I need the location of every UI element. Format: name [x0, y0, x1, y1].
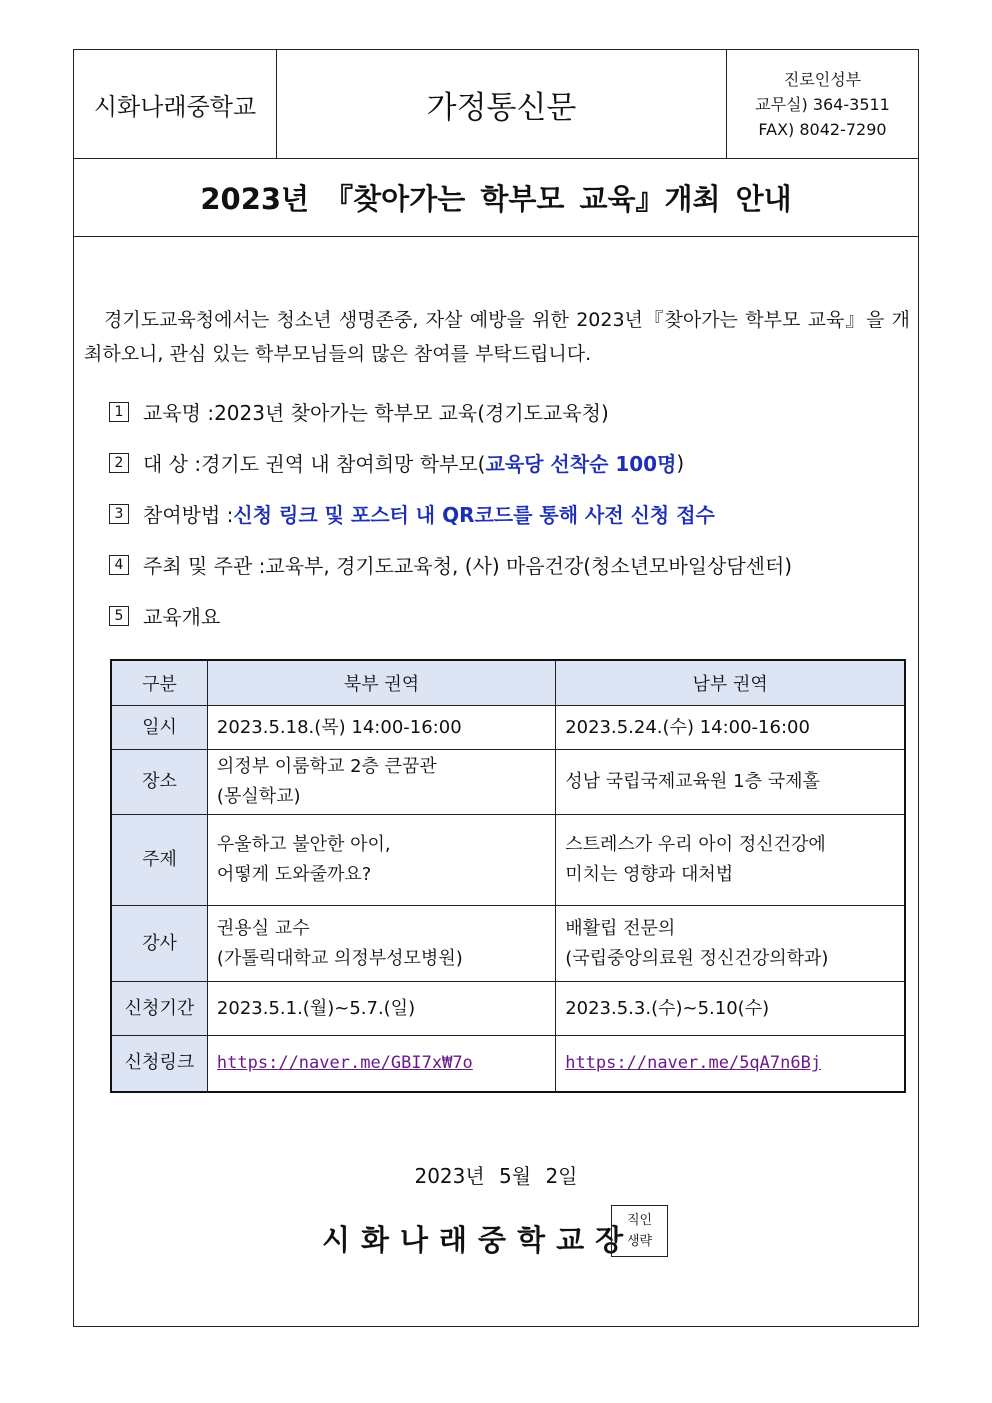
item-emphasis: 신청 링크 및 포스터 내 QR코드를 통해 사전 신청 접수: [233, 503, 715, 527]
item-tail: ): [676, 450, 685, 475]
item-number: 2: [109, 453, 129, 473]
item-text: 경기도 권역 내 참여희망 학부모(: [201, 452, 486, 476]
item-label: 주최 및 주관 :: [143, 554, 266, 578]
cell-line: 2023.5.1.(월)~5.7.(일): [216, 997, 416, 1019]
cell-line: 의정부 이룸학교 2층 큰꿈관: [216, 756, 437, 777]
list-item: [109, 448, 684, 477]
list-item: [109, 499, 715, 528]
table-row: [111, 982, 905, 1036]
column-header: 구분: [111, 660, 207, 706]
north-cell: [207, 1036, 555, 1092]
seal-box: [611, 1205, 668, 1257]
table-row: [111, 706, 905, 750]
north-cell: [207, 982, 555, 1036]
notice-headline: 2023년 『찾아가는 학부모 교육』개최 안내: [74, 159, 918, 237]
north-cell: [207, 906, 555, 982]
item-label: 대 상 :: [143, 452, 202, 476]
item-text: 2023년 찾아가는 학부모 교육(경기도교육청): [214, 401, 609, 425]
table-row: [111, 750, 905, 815]
column-header: 북부 권역: [207, 660, 555, 706]
item-number: 1: [109, 402, 129, 422]
phone: 교무실) 364-3511: [755, 94, 890, 114]
item-emphasis: 교육당 선착순 100명: [485, 452, 677, 476]
north-cell: [207, 750, 555, 815]
item-label: 참여방법 :: [143, 503, 234, 527]
cell-line: 미치는 영향과 대처법: [565, 864, 734, 885]
cell-line: 스트레스가 우리 아이 정신건강에: [565, 834, 826, 855]
cell-line: 권용실 교수: [216, 917, 310, 939]
seal-line: 생략: [626, 1234, 653, 1249]
item-number: 5: [109, 606, 129, 626]
cell-line: 배활립 전문의: [565, 917, 676, 939]
cell-line: 2023.5.24.(수) 14:00-16:00: [565, 716, 810, 738]
item-number: 3: [109, 504, 129, 524]
south-cell: [556, 750, 905, 815]
list-item: [109, 601, 220, 630]
column-header: 남부 권역: [556, 660, 905, 706]
list-item: [109, 550, 792, 579]
list-item: [109, 397, 609, 426]
south-cell: [556, 906, 905, 982]
cell-line: (몽실학교): [216, 786, 301, 807]
table-row: [111, 1036, 905, 1092]
program-table: [110, 659, 906, 1093]
north-cell: [207, 815, 555, 906]
table-row: [111, 815, 905, 906]
department: 진로인성부: [783, 69, 862, 89]
south-cell: [556, 982, 905, 1036]
table-header-row: [111, 660, 905, 706]
item-label: 교육개요: [143, 605, 221, 629]
table-row: [111, 906, 905, 982]
north-signup-link[interactable]: https://naver.me/GBI7x₩7o: [216, 1053, 473, 1074]
cell-line: (국립중앙의료원 정신건강의학과): [565, 947, 829, 969]
principal-signature: 시화나래중학교장: [322, 1223, 635, 1257]
row-label: 신청기간: [111, 982, 207, 1036]
cell-line: 우울하고 불안한 아이,: [216, 834, 391, 855]
south-cell: [556, 815, 905, 906]
item-label: 교육명 :: [143, 401, 215, 425]
row-label: 강사: [111, 906, 207, 982]
intro-paragraph: [84, 303, 910, 371]
south-cell: [556, 706, 905, 750]
cell-line: 2023.5.18.(목) 14:00-16:00: [216, 716, 462, 738]
row-label: 신청링크: [111, 1036, 207, 1092]
south-cell: [556, 1036, 905, 1092]
fax: FAX) 8042-7290: [758, 119, 887, 139]
item-text: 교육부, 경기도교육청, (사) 마음건강(청소년모바일상담센터): [265, 554, 793, 578]
cell-line: (가톨릭대학교 의정부성모병원): [216, 947, 463, 969]
intro-text: 경기도교육청에서는 청소년 생명존중, 자살 예방을 위한 2023년『찾아가는 학부모 교육』을 개최하오니, 관심 있는 학부모님들의 많은 참여를 부탁드립니다.: [84, 309, 910, 365]
item-number: 4: [109, 555, 129, 575]
cell-line: 2023.5.3.(수)~5.10(수): [565, 997, 770, 1019]
school-name: 시화나래중학교: [74, 50, 277, 158]
header-row: [74, 50, 918, 159]
seal-line: 직인: [626, 1213, 653, 1228]
issue-date: 2023년 5월 2일: [414, 1164, 578, 1188]
row-label: 일시: [111, 706, 207, 750]
contact-info: [726, 50, 918, 158]
row-label: 주제: [111, 815, 207, 906]
north-cell: [207, 706, 555, 750]
row-label: 장소: [111, 750, 207, 815]
cell-line: 성남 국립국제교육원 1층 국제홀: [565, 771, 820, 792]
cell-line: 어떻게 도와줄까요?: [216, 864, 372, 885]
document-type-title: 가정통신문: [426, 89, 577, 126]
south-signup-link[interactable]: https://naver.me/5qA7n6Bj: [565, 1053, 822, 1074]
